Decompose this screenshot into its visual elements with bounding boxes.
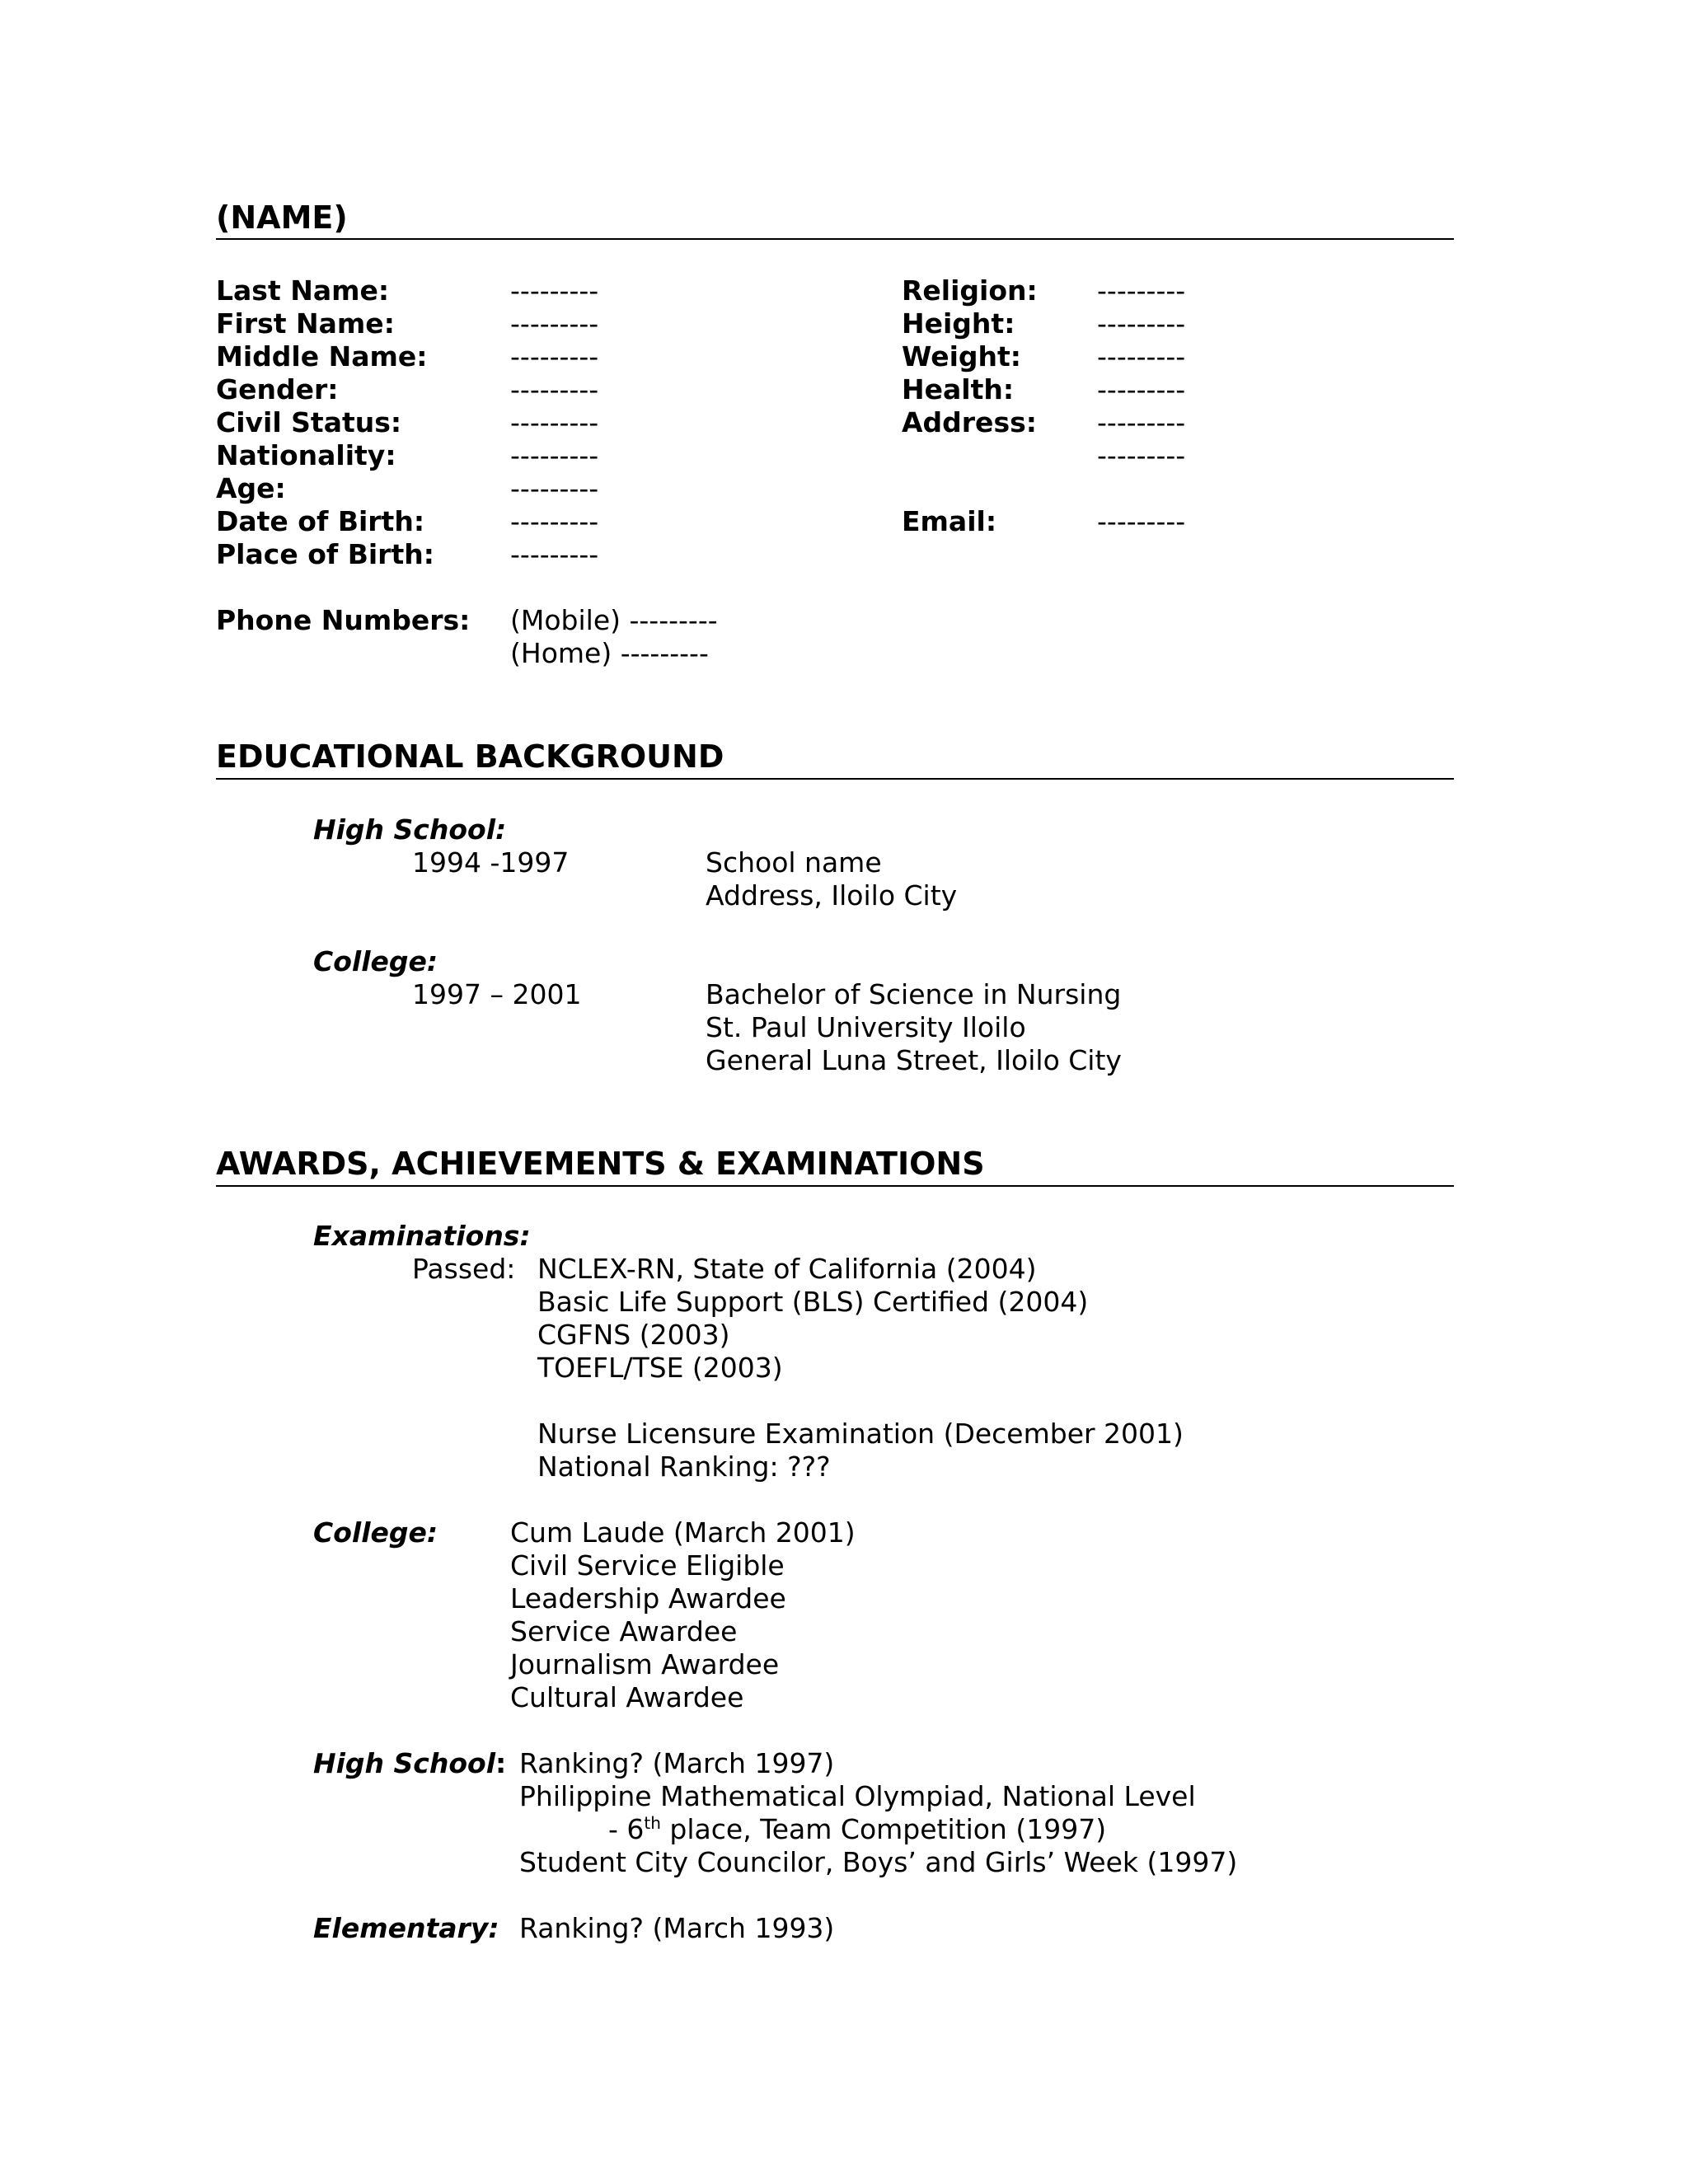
age-label: Age: <box>216 472 286 504</box>
edu-high-school-name: School name <box>706 846 882 879</box>
place-of-birth-value: --------- <box>510 538 599 570</box>
hs-award-place-prefix: - 6 <box>608 1813 645 1845</box>
height-value: --------- <box>1097 307 1186 340</box>
address-value: --------- <box>1097 406 1186 438</box>
hs-award-place-sup: th <box>644 1813 661 1833</box>
name-divider <box>216 238 1454 240</box>
address-label: Address: <box>902 406 1037 438</box>
hs-award-place-suffix: place, Team Competition (1997) <box>660 1813 1107 1845</box>
college-award-item: Cultural Awardee <box>510 1681 744 1713</box>
hs-award-item: Philippine Mathematical Olympiad, National Level <box>519 1780 1196 1812</box>
college-award-item: Journalism Awardee <box>510 1648 780 1680</box>
examinations-label: Examinations: <box>313 1220 531 1252</box>
edu-college-years: 1997 – 2001 <box>412 978 582 1010</box>
college-award-item: Service Awardee <box>510 1615 738 1647</box>
phone-home: (Home) --------- <box>510 637 709 669</box>
exam-item: NCLEX-RN, State of California (2004) <box>537 1253 1037 1285</box>
phone-numbers-label: Phone Numbers: <box>216 604 471 636</box>
date-of-birth-label: Date of Birth: <box>216 505 425 537</box>
awards-college-label: College: <box>313 1516 438 1549</box>
elementary-label: Elementary: <box>313 1912 499 1944</box>
name-heading: (NAME) <box>216 199 348 236</box>
religion-label: Religion: <box>902 274 1038 307</box>
height-label: Height: <box>902 307 1015 340</box>
elementary-award-item: Ranking? (March 1993) <box>519 1912 835 1944</box>
last-name-value: --------- <box>510 274 599 307</box>
nationality-value: --------- <box>510 439 599 471</box>
weight-label: Weight: <box>902 340 1022 373</box>
exam-item: Basic Life Support (BLS) Certified (2004) <box>537 1286 1089 1318</box>
exam-item: CGFNS (2003) <box>537 1319 730 1351</box>
edu-high-school-address: Address, Iloilo City <box>706 879 958 912</box>
awards-divider <box>216 1185 1454 1187</box>
health-value: --------- <box>1097 373 1186 405</box>
age-value: --------- <box>510 472 599 504</box>
edu-college-degree: Bachelor of Science in Nursing <box>706 978 1122 1010</box>
exam-item: National Ranking: ??? <box>537 1451 831 1483</box>
first-name-label: First Name: <box>216 307 395 340</box>
weight-value: --------- <box>1097 340 1186 373</box>
awards-high-school-label-text: High School <box>313 1747 496 1779</box>
gender-value: --------- <box>510 373 599 405</box>
phone-mobile: (Mobile) --------- <box>510 604 718 636</box>
nationality-label: Nationality: <box>216 439 396 471</box>
address-value-line2: --------- <box>1097 439 1186 471</box>
middle-name-value: --------- <box>510 340 599 373</box>
hs-award-item <box>608 1813 1106 1846</box>
middle-name-label: Middle Name: <box>216 340 428 373</box>
exam-item: Nurse Licensure Examination (December 2001) <box>537 1418 1184 1450</box>
passed-label: Passed: <box>412 1253 516 1285</box>
hs-award-item: Student City Councilor, Boys’ and Girls’ Week (1997) <box>519 1846 1238 1878</box>
place-of-birth-label: Place of Birth: <box>216 538 434 570</box>
edu-college-address: General Luna Street, Iloilo City <box>706 1044 1122 1076</box>
education-divider <box>216 778 1454 780</box>
health-label: Health: <box>902 373 1015 405</box>
awards-heading: AWARDS, ACHIEVEMENTS & EXAMINATIONS <box>216 1146 985 1182</box>
email-label: Email: <box>902 505 997 537</box>
date-of-birth-value: --------- <box>510 505 599 537</box>
civil-status-label: Civil Status: <box>216 406 402 438</box>
edu-college-label: College: <box>313 945 438 977</box>
edu-high-school-years: 1994 -1997 <box>412 846 570 879</box>
civil-status-value: --------- <box>510 406 599 438</box>
last-name-label: Last Name: <box>216 274 390 307</box>
email-value: --------- <box>1097 505 1186 537</box>
first-name-value: --------- <box>510 307 599 340</box>
awards-high-school-label <box>313 1747 506 1780</box>
awards-high-school-colon: : <box>495 1747 507 1779</box>
gender-label: Gender: <box>216 373 339 405</box>
edu-college-school: St. Paul University Iloilo <box>706 1011 1026 1043</box>
edu-high-school-label: High School: <box>313 813 507 846</box>
education-heading: EDUCATIONAL BACKGROUND <box>216 738 724 775</box>
college-award-item: Cum Laude (March 2001) <box>510 1516 856 1549</box>
exam-item: TOEFL/TSE (2003) <box>537 1352 783 1384</box>
hs-award-item: Ranking? (March 1997) <box>519 1747 835 1779</box>
college-award-item: Leadership Awardee <box>510 1582 786 1615</box>
college-award-item: Civil Service Eligible <box>510 1549 785 1582</box>
religion-value: --------- <box>1097 274 1186 307</box>
